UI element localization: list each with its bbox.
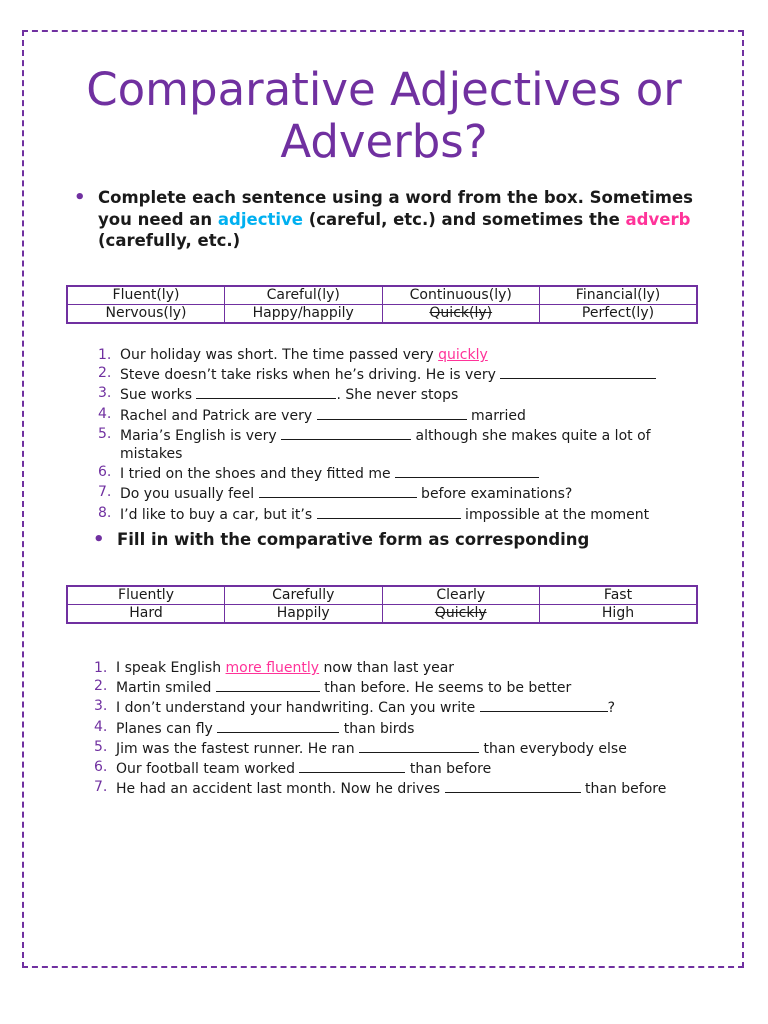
exercise-item — [94, 738, 674, 758]
word-cell: Financial(ly) — [540, 286, 698, 305]
sentence-start: I tried on the shoes and they fitted me — [120, 466, 396, 483]
bullet-dot-icon: • — [74, 187, 86, 208]
sentence-end: than everybody else — [479, 740, 627, 757]
word-cell: Carefully — [225, 586, 383, 605]
sentence-end: than before — [405, 761, 492, 778]
word-cell: Fast — [540, 586, 698, 605]
word-box-1-row — [67, 305, 697, 324]
answer-blank[interactable] — [500, 364, 656, 379]
item-number: 2. — [94, 678, 108, 695]
item-number: 4. — [94, 718, 108, 735]
sentence-end: now than last year — [319, 660, 455, 676]
sentence-end: ? — [607, 700, 616, 717]
exercise-item — [94, 758, 674, 778]
title-line-2: Adverbs? — [280, 115, 488, 168]
exercise-1-list — [98, 346, 698, 524]
word-cell: Hard — [67, 605, 225, 624]
sentence-start: Steve doesn’t take risks when he’s driving. He is very — [120, 367, 501, 384]
instruction-2-text: Fill in with the comparative form as corresponding — [117, 530, 590, 549]
sentence-start: Planes can fly — [116, 720, 218, 737]
answer-blank[interactable] — [196, 384, 336, 399]
sentence-end: although she makes quite a lot of mistakes — [120, 427, 651, 463]
exercise-item — [94, 659, 674, 677]
word-cell: Careful(ly) — [225, 286, 383, 305]
item-number: 3. — [94, 698, 108, 715]
title-line-1: Comparative Adjectives or — [86, 63, 682, 116]
exercise-item — [94, 718, 674, 738]
exercise-item — [94, 778, 674, 798]
example-answer: more fluently — [225, 660, 320, 676]
word-cell: High — [540, 605, 698, 624]
answer-blank[interactable] — [217, 718, 339, 733]
word-box-2-row — [67, 586, 697, 605]
item-number: 5. — [98, 425, 112, 442]
sentence-start: Our football team worked — [116, 761, 300, 778]
sentence-start: Do you usually feel — [120, 486, 259, 503]
sentence-end: than before. He seems to be better — [319, 680, 572, 697]
item-number: 6. — [94, 759, 108, 776]
exercise-item — [98, 425, 698, 463]
sentence-start: Rachel and Patrick are very — [120, 407, 317, 424]
word-cell: Happily — [225, 605, 383, 624]
instruction-1-part-1: Complete each sentence using a word from the box. Sometimes you need an — [98, 188, 693, 229]
word-box-1-row — [67, 286, 697, 305]
page-title — [0, 64, 768, 168]
bullet-dot-icon: • — [93, 529, 105, 550]
word-cell-used: Quickly — [382, 605, 540, 624]
instruction-1-part-2: (careful, etc.) and sometimes the — [302, 209, 626, 229]
exercise-item — [94, 697, 674, 717]
sentence-start: Our holiday was short. The time passed very — [120, 347, 439, 363]
sentence-start: Martin smiled — [116, 680, 216, 697]
item-number: 3. — [98, 385, 112, 402]
word-cell: Fluently — [67, 586, 225, 605]
answer-blank[interactable] — [445, 778, 581, 793]
sentence-start: Jim was the fastest runner. He ran — [116, 740, 360, 757]
sentence-end: before examinations? — [416, 486, 573, 503]
item-number: 6. — [98, 464, 112, 481]
exercise-item — [94, 677, 674, 697]
exercise-item — [98, 504, 698, 524]
sentence-start: Maria’s English is very — [120, 427, 282, 444]
word-cell: Continuous(ly) — [382, 286, 540, 305]
answer-blank[interactable] — [281, 425, 411, 440]
exercise-item — [98, 364, 698, 384]
sentence-end: than before — [580, 781, 667, 798]
sentence-start: I speak English — [116, 660, 226, 676]
item-number: 2. — [98, 365, 112, 382]
word-cell: Clearly — [382, 586, 540, 605]
exercise-2-list — [94, 659, 674, 798]
exercise-item — [98, 384, 698, 404]
answer-blank[interactable] — [395, 463, 539, 478]
answer-blank[interactable] — [480, 697, 608, 712]
word-cell: Fluent(ly) — [67, 286, 225, 305]
answer-blank[interactable] — [317, 504, 461, 519]
answer-blank[interactable] — [259, 483, 417, 498]
item-number: 5. — [94, 738, 108, 755]
instruction-1-text — [98, 187, 698, 252]
example-answer: quickly — [438, 347, 488, 363]
sentence-end: married — [466, 407, 526, 424]
exercise-item — [98, 346, 698, 364]
word-cell: Perfect(ly) — [540, 305, 698, 324]
sentence-end: impossible at the moment — [460, 506, 650, 523]
answer-blank[interactable] — [216, 677, 320, 692]
item-number: 8. — [98, 504, 112, 521]
sentence-start: I’d like to buy a car, but it’s — [120, 506, 317, 523]
word-cell: Happy/happily — [225, 305, 383, 324]
answer-blank[interactable] — [317, 405, 467, 420]
word-box-1 — [66, 285, 698, 324]
item-number: 1. — [94, 660, 108, 676]
sentence-start: Sue works — [120, 387, 197, 404]
sentence-start: He had an accident last month. Now he drives — [116, 781, 445, 798]
answer-blank[interactable] — [299, 758, 405, 773]
word-box-2 — [66, 585, 698, 624]
sentence-end: . She never stops — [336, 387, 459, 404]
item-number: 7. — [98, 484, 112, 501]
item-number: 4. — [98, 405, 112, 422]
exercise-item — [98, 405, 698, 425]
exercise-item — [98, 483, 698, 503]
item-number: 7. — [94, 779, 108, 796]
word-cell-used: Quick(ly) — [382, 305, 540, 324]
keyword-adverb: adverb — [625, 209, 691, 229]
item-number: 1. — [98, 347, 112, 363]
answer-blank[interactable] — [359, 738, 479, 753]
instruction-1-part-3: (carefully, etc.) — [98, 231, 241, 250]
exercise-item — [98, 463, 698, 483]
word-cell: Nervous(ly) — [67, 305, 225, 324]
word-box-2-row — [67, 605, 697, 624]
sentence-end: than birds — [339, 720, 415, 737]
keyword-adjective: adjective — [217, 209, 303, 229]
sentence-start: I don’t understand your handwriting. Can you write — [116, 700, 480, 717]
